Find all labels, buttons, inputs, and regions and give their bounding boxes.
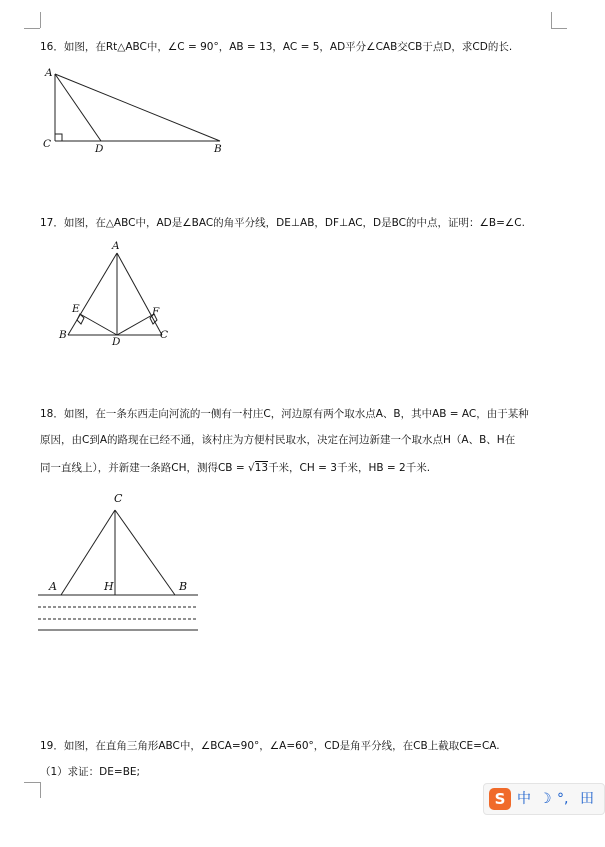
q17-label-f: F bbox=[152, 306, 160, 318]
ime-punctuation-toggle[interactable]: °, bbox=[557, 791, 569, 807]
q16-label-d: D bbox=[95, 143, 104, 155]
question-19-part-1: （1）求证：DE=BE; bbox=[40, 766, 141, 778]
q16-label-b: B bbox=[214, 143, 222, 155]
q18-line-3-part-b: 千米，CH = 3千米，HB = 2千米. bbox=[268, 462, 431, 474]
q18-line-3-part-a: 同一直线上），并新建一条路CH，测得CB = bbox=[40, 462, 248, 474]
q18-line-cb bbox=[115, 510, 175, 595]
q16-label-c: C bbox=[43, 138, 52, 150]
q17-label-d: D bbox=[112, 336, 121, 348]
ime-menu-icon[interactable]: 田 bbox=[580, 791, 594, 807]
question-18-line-1: 18．如图，在一条东西走向河流的一侧有一村庄C，河边原有两个取水点A、B，其中AB = AC，由于某种 bbox=[40, 408, 529, 420]
question-17-text: 17．如图，在△ABC中，AD是∠BAC的角平分线，DE⊥AB，DF⊥AC，D是BC的中点，证明：∠B=∠C. bbox=[40, 217, 525, 229]
question-18-line-2: 原因，由C到A的路现在已经不通，该村庄为方便村民取水，决定在河边新建一个取水点H（A、B、H在 bbox=[40, 434, 516, 446]
q17-label-a: A bbox=[112, 240, 120, 252]
q16-label-a: A bbox=[45, 67, 53, 79]
q17-label-e: E bbox=[72, 303, 80, 315]
q18-sqrt-symbol: √ bbox=[247, 462, 255, 474]
sogou-logo-icon[interactable]: S bbox=[489, 788, 511, 810]
question-16-text: 16．如图，在Rt△ABC中，∠C = 90°，AB = 13，AC = 5，AD平分∠CAB交CB于点D，求CD的长. bbox=[40, 41, 513, 53]
q17-label-c: C bbox=[160, 329, 169, 341]
q18-label-h: H bbox=[104, 580, 114, 593]
question-19-text: 19．如图，在直角三角形ABC中，∠BCA=90°，∠A=60°，CD是角平分线，在CB上截取CE=CA. bbox=[40, 740, 500, 752]
q18-label-b: B bbox=[179, 580, 188, 593]
ime-language-toggle[interactable]: 中 bbox=[517, 791, 531, 807]
q18-sqrt-radicand: 13 bbox=[254, 462, 269, 474]
q17-label-b: B bbox=[59, 329, 67, 341]
moon-icon[interactable]: ☽ bbox=[539, 791, 552, 807]
q18-label-c: C bbox=[114, 492, 123, 505]
ime-toolbar[interactable] bbox=[483, 783, 605, 815]
q18-label-a: A bbox=[49, 580, 57, 593]
